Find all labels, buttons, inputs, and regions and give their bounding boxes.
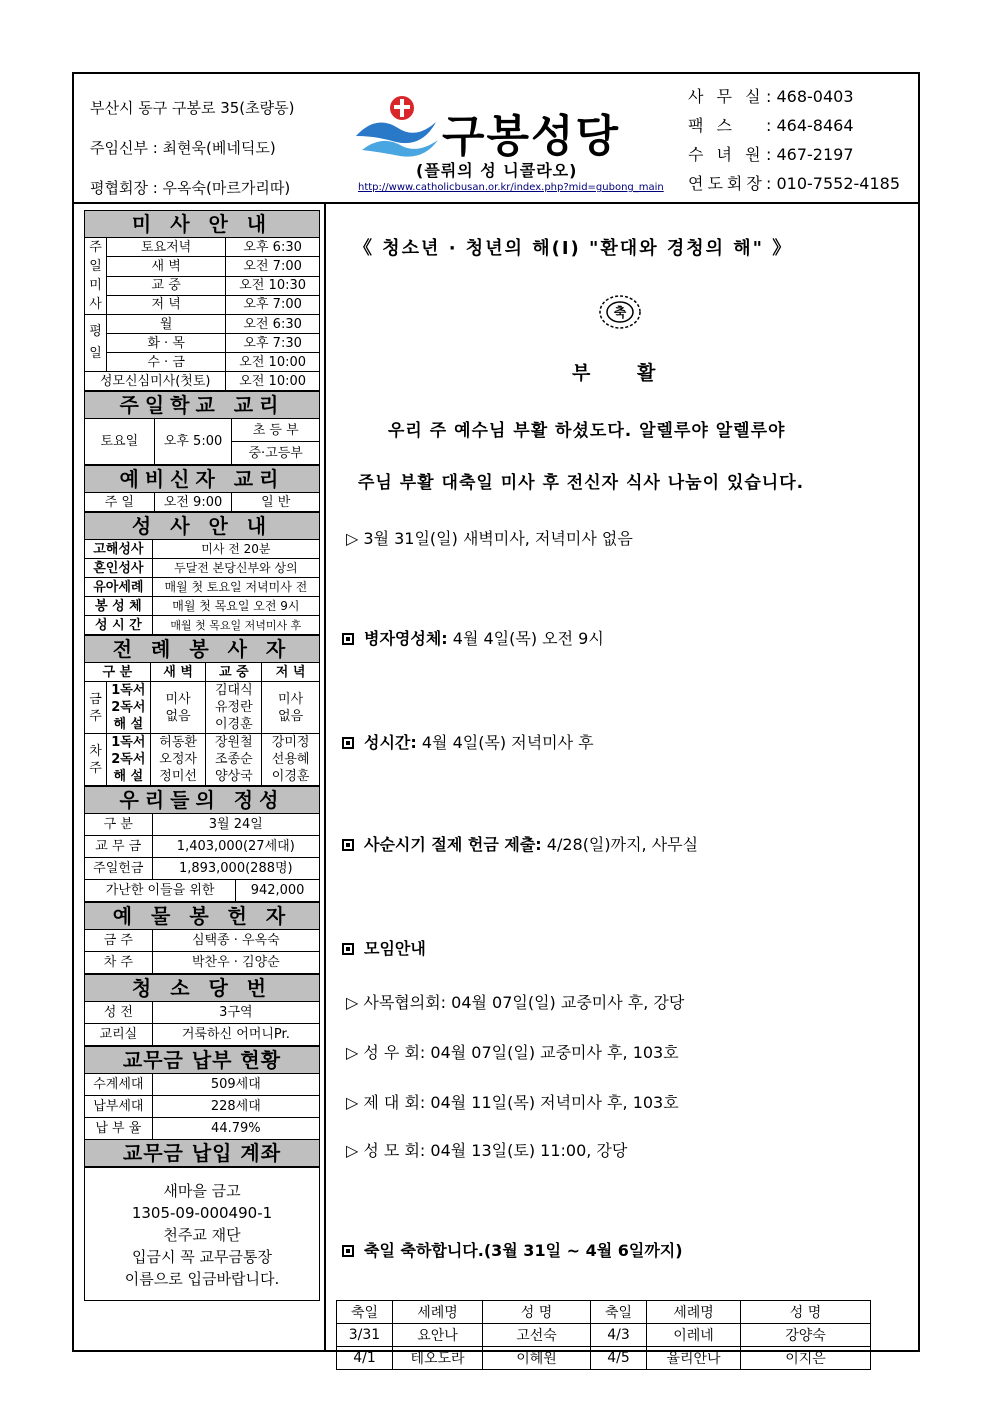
square-bullet-icon bbox=[342, 839, 354, 851]
dues-table: 교무금 납부 현황 수계세대 509세대 납부세대 228세대 납 부 율 44.79% 교무금 납입 계좌 bbox=[84, 1046, 320, 1167]
contact-list bbox=[688, 82, 900, 198]
pastor: 주임신부 : 최현욱(베네딕도) bbox=[90, 139, 276, 157]
parish-url-link[interactable]: http://www.catholicbusan.or.kr/index.php?mid=gubong_main bbox=[358, 182, 664, 193]
lent-offering-item: 사순시기 절제 헌금 제출: 4/28(일)까지, 사무실 bbox=[342, 832, 698, 855]
patron-saint: (플뤼의 성 니콜라오) bbox=[416, 161, 578, 180]
servers-table: 전 례 봉 사 자 구 분 새 벽 교 중 저 녁 금주 1독서 2독서 해 설 미사 없음 김대식 유정란 이경훈 미사 없음 차주 1독서 2독서 해 설 허동환 오정자 정미선 장원철 조종순 양상국 강미정 선용혜 이경훈 bbox=[84, 635, 320, 786]
year-theme: 《 청소년 · 청년의 해(I) "환대와 경청의 해" 》 bbox=[354, 238, 793, 259]
birthday-title: 축일 축하합니다.(3월 31일 ~ 4월 6일까지) bbox=[342, 1238, 683, 1261]
celebration-emblem-icon bbox=[598, 294, 642, 330]
meeting-item: ▷ 제 대 회: 04월 11일(목) 저녁미사 후, 103호 bbox=[346, 1093, 679, 1112]
section-title: 주일학교 교리 bbox=[85, 392, 320, 419]
easter-greeting: 우리 주 예수님 부활 하셨도다. 알렐루야 알렐루야 bbox=[388, 421, 786, 441]
square-bullet-icon bbox=[342, 633, 354, 645]
sick-communion-item: 병자영성체: 4월 4일(목) 오전 9시 bbox=[342, 626, 604, 649]
mass-notice: ▷ 3월 31일(일) 새벽미사, 저녁미사 없음 bbox=[346, 529, 633, 548]
section-title: 교무금 납입 계좌 bbox=[85, 1140, 320, 1167]
section-title: 성 사 안 내 bbox=[85, 513, 320, 540]
section-title: 전 례 봉 사 자 bbox=[85, 636, 320, 663]
cleaning-table: 청 소 당 번 성 전 3구역 교리실 거룩하신 어머니Pr. bbox=[84, 974, 320, 1046]
svg-text:축: 축 bbox=[613, 306, 627, 321]
address: 부산시 동구 구봉로 35(초량동) bbox=[90, 99, 295, 117]
meeting-item: ▷ 사목협의회: 04월 07일(일) 교중미사 후, 강당 bbox=[346, 993, 685, 1012]
feast-day-table: 축일 세례명 성 명 축일 세례명 성 명 3/31 요안나 고선숙 4/3 이레네 강양숙 4/1 테오도라 이혜원 4/5 율리안나 이지은 bbox=[336, 1300, 871, 1370]
account-info: 새마을 금고 1305-09-000490-1 천주교 재단 입금시 꼭 교무금통장 이름으로 입금바랍니다. bbox=[84, 1167, 320, 1301]
section-title: 청 소 당 번 bbox=[85, 975, 320, 1002]
contact-row: 팩 스 : 464-8464 bbox=[688, 116, 854, 135]
contact-row: 연도회장 : 010-7552-4185 bbox=[688, 174, 900, 193]
meeting-item: ▷ 성 모 회: 04월 13일(토) 11:00, 강당 bbox=[346, 1141, 628, 1160]
section-title: 우리들의 정성 bbox=[85, 787, 320, 814]
offering-table: 우리들의 정성 구 분 3월 24일 교 무 금 1,403,000(27세대) 주일헌금 1,893,000(288명) 가난한 이들을 위한 942,000 bbox=[84, 786, 320, 902]
sacrament-table: 성 사 안 내 고해성사 미사 전 20분 혼인성사 두달전 본당신부와 상의 유아세례 매월 첫 토요일 저녁미사 전 봉 성 체 매월 첫 목요일 오전 9시 성 시 간 매월 첫 목요일 저녁미사 후 bbox=[84, 512, 320, 635]
meeting-item: ▷ 성 우 회: 04월 07일(일) 교중미사 후, 103호 bbox=[346, 1043, 679, 1062]
left-column bbox=[84, 210, 320, 1301]
mass-table: 미 사 안 내 주 일 미 사 토요저녁 오후 6:30 새 벽 오전 7:00 교 중 오전 10:30 저 녁 오후 7:00 평 일 월 오전 6:30 화 · 목 오후 7:30 수 · 금 오전 10:00 성모신심미사(첫토) 오전 10:00 bbox=[84, 210, 320, 391]
section-title: 교무금 납부 현황 bbox=[85, 1047, 320, 1074]
square-bullet-icon bbox=[342, 1245, 354, 1257]
meetings-title: 모임안내 bbox=[342, 936, 426, 959]
header-divider bbox=[74, 202, 918, 204]
section-title: 미 사 안 내 bbox=[85, 211, 320, 238]
contact-row: 수 녀 원 : 467-2197 bbox=[688, 145, 854, 164]
bulletin-page bbox=[72, 72, 920, 1367]
parish-logo bbox=[358, 92, 688, 192]
council-president: 평협회장 : 우옥숙(마르가리따) bbox=[90, 179, 291, 197]
sunday-label: 주 일 미 사 bbox=[85, 238, 107, 315]
square-bullet-icon bbox=[342, 943, 354, 955]
easter-meal-notice: 주님 부활 대축일 미사 후 전신자 식사 나눔이 있습니다. bbox=[358, 473, 805, 493]
weekday-label: 평 일 bbox=[85, 315, 107, 372]
feast-title: 부 활 bbox=[572, 362, 656, 384]
parish-emblem-icon bbox=[352, 92, 442, 160]
table-row: 4/1 테오도라 이혜원 4/5 율리안나 이지은 bbox=[337, 1347, 871, 1370]
catechumen-table: 예비신자 교리 주 일 오전 9:00 일 반 bbox=[84, 465, 320, 512]
holy-hour-item: 성시간: 4월 4일(목) 저녁미사 후 bbox=[342, 730, 594, 753]
table-row: 3/31 요안나 고선숙 4/3 이레네 강양숙 bbox=[337, 1324, 871, 1347]
gift-table: 예 물 봉 헌 자 금 주 심택종 · 우옥숙 차 주 박찬우 · 김양순 bbox=[84, 902, 320, 974]
square-bullet-icon bbox=[342, 737, 354, 749]
contact-row: 사 무 실 : 468-0403 bbox=[688, 87, 854, 106]
column-divider bbox=[324, 202, 326, 1352]
section-title: 예 물 봉 헌 자 bbox=[85, 903, 320, 930]
sunday-school-table: 주일학교 교리 토요일 오후 5:00 초 등 부 중·고등부 bbox=[84, 391, 320, 465]
parish-name: 구봉성당 bbox=[442, 111, 621, 162]
section-title: 예비신자 교리 bbox=[85, 466, 320, 493]
header-info bbox=[90, 88, 295, 208]
